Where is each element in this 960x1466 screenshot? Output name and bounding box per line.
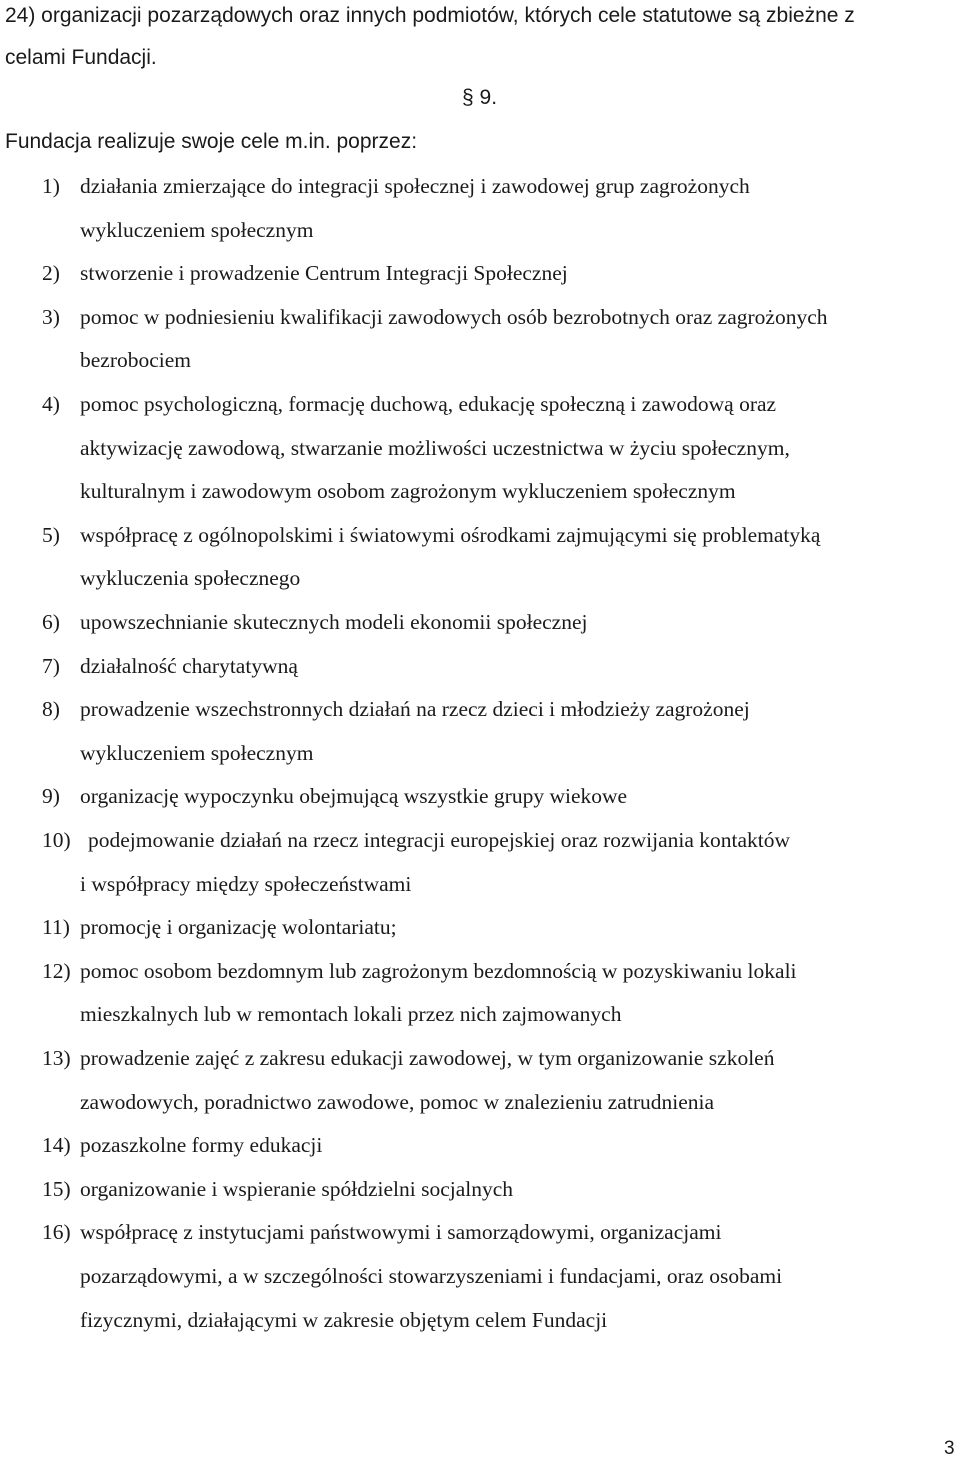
intro-text: Fundacja realizuje swoje cele m.in. poprzez: — [5, 130, 418, 153]
list-item-text: pomoc osobom bezdomnym lub zagrożonym bezdomnością w pozyskiwaniu lokali — [80, 958, 797, 983]
list-item-text: działania zmierzające do integracji społecznej i zawodowej grup zagrożonych — [80, 174, 750, 198]
list-item-text: działalność charytatywną — [80, 653, 298, 678]
list-item-number: 10) — [42, 828, 71, 852]
list-item-number: 11) — [42, 915, 70, 940]
list-item-number: 14) — [42, 1133, 71, 1158]
page-number: 3 — [944, 1438, 955, 1459]
list-item-text: upowszechnianie skutecznych modeli ekonomii społecznej — [80, 610, 588, 634]
list-item-number: 6) — [42, 610, 60, 634]
list-item-number: 4) — [42, 392, 60, 416]
list-item-text: aktywizację zawodową, stwarzanie możliwości uczestnictwa w życiu społecznym, — [80, 435, 790, 460]
list-item-text: i współpracy między społeczeństwami — [80, 871, 412, 896]
section-heading: § 9. — [462, 86, 498, 109]
list-item-text: wykluczenia społecznego — [80, 566, 301, 591]
item-24-line-1: 24) organizacji pozarządowych oraz innych podmiotów, których cele statutowe są zbieżne z — [5, 4, 855, 27]
list-item-number: 15) — [42, 1176, 71, 1201]
list-item-text: wykluczeniem społecznym — [80, 217, 314, 242]
list-item-text: bezrobociem — [80, 348, 192, 373]
list-item-number: 13) — [42, 1046, 71, 1070]
list-item-number: 16) — [42, 1220, 71, 1245]
list-item-text: stworzenie i prowadzenie Centrum Integracji Społecznej — [80, 261, 568, 286]
list-item-text: wykluczeniem społecznym — [80, 740, 314, 765]
list-item-number: 12) — [42, 958, 71, 983]
list-item-number: 9) — [42, 784, 60, 809]
list-item-text: pozaszkolne formy edukacji — [80, 1133, 323, 1158]
list-item-text: pomoc psychologiczną, formację duchową, edukację społeczną i zawodową oraz — [80, 392, 777, 416]
list-item-text: podejmowanie działań na rzecz integracji europejskiej oraz rozwijania kontaktów — [88, 828, 791, 852]
list-item-text: organizowanie i wspieranie spółdzielni socjalnych — [80, 1176, 514, 1201]
list-item-number: 8) — [42, 697, 60, 722]
list-item-number: 5) — [42, 522, 60, 547]
list-item-text: prowadzenie zajęć z zakresu edukacji zawodowej, w tym organizowanie szkoleń — [80, 1046, 775, 1070]
list-item-text: fizycznymi, działającymi w zakresie objętym celem Fundacji — [80, 1307, 608, 1332]
list-item-text: współpracę z instytucjami państwowymi i samorządowymi, organizacjami — [80, 1220, 722, 1245]
item-24-line-2: celami Fundacji. — [5, 46, 157, 69]
list-item-text: organizację wypoczynku obejmującą wszystkie grupy wiekowe — [80, 784, 628, 809]
list-item-number: 7) — [42, 653, 60, 678]
list-item-text: kulturalnym i zawodowym osobom zagrożonym wykluczeniem społecznym — [80, 479, 736, 504]
list-item-text: pomoc w podniesieniu kwalifikacji zawodowych osób bezrobotnych oraz zagrożonych — [80, 304, 828, 329]
list-item-text: mieszkalnych lub w remontach lokali przez nich zajmowanych — [80, 1002, 622, 1027]
list-item-text: współpracę z ogólnopolskimi i światowymi ośrodkami zajmującymi się problematyką — [80, 522, 821, 547]
list-item-text: zawodowych, poradnictwo zawodowe, pomoc w znalezieniu zatrudnienia — [80, 1089, 715, 1114]
list-item-text: pozarządowymi, a w szczególności stowarzyszeniami i fundacjami, oraz osobami — [80, 1264, 783, 1288]
list-item-number: 1) — [42, 174, 60, 198]
list-item-number: 3) — [42, 304, 60, 329]
list-item-text: promocję i organizację wolontariatu; — [80, 915, 397, 940]
list-item-text: prowadzenie wszechstronnych działań na rzecz dzieci i młodzieży zagrożonej — [80, 697, 750, 722]
list-item-number: 2) — [42, 261, 60, 286]
